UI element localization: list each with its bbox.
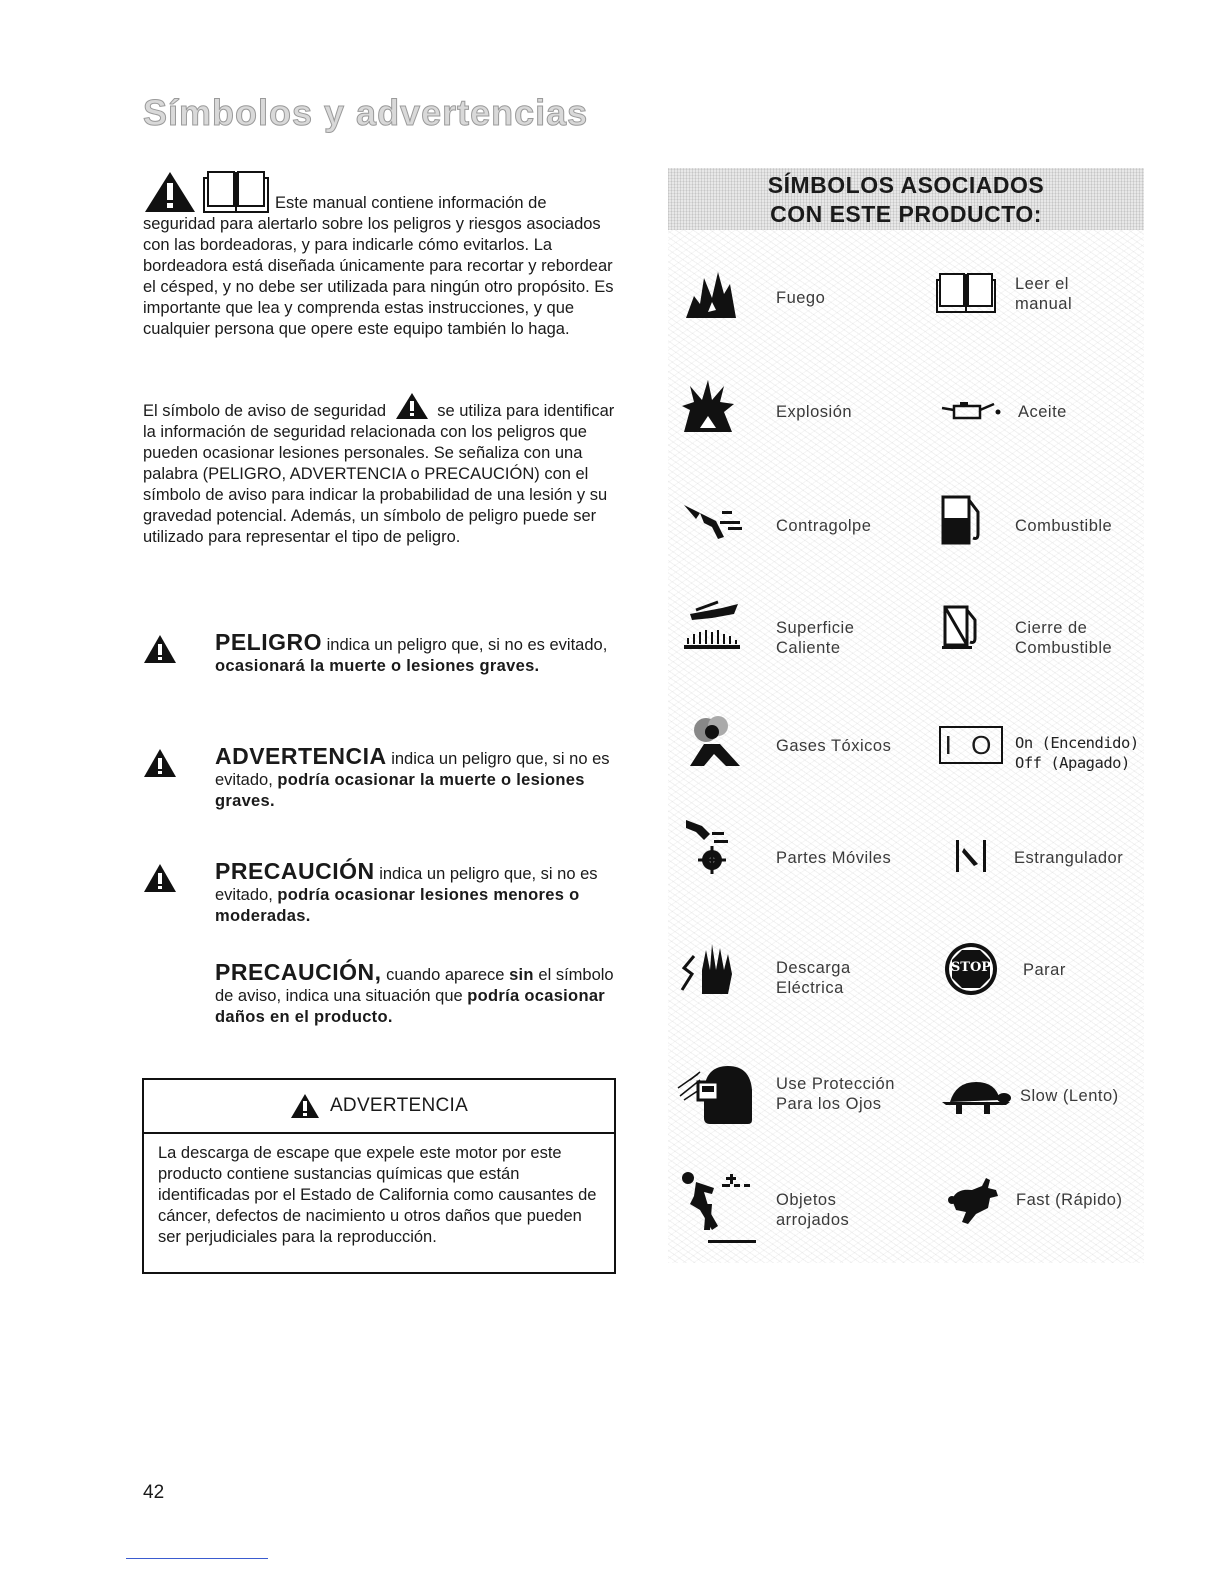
caution2-text1: cuando aparece — [386, 966, 505, 984]
caution-triangle-icon — [143, 863, 177, 893]
electric-shock-icon — [680, 940, 738, 996]
explosion-icon — [680, 380, 736, 434]
turtle-slow-icon — [940, 1078, 1012, 1116]
warning-bold: podría ocasionar la muerte o lesiones graves. — [215, 771, 585, 810]
oil-can-icon — [940, 400, 1002, 422]
choke-icon — [954, 838, 988, 874]
caution-word: PRECAUCIÓN — [215, 858, 375, 884]
symbol-label-thrown-objects: Objetos arrojados — [776, 1191, 850, 1229]
symbol-label-hot-surface: Superficie Caliente — [776, 619, 855, 657]
intro-text: Este manual contiene información de seguridad para alertarlo sobre los peligros y riesgos asociados con las bordeadoras, y para indicarle cómo evitarlos. La bordeadora está diseñada únicamente para recortar y rebordear el césped, y no debe ser utilizada para ningún otro propósito. Es importante que lea y comprenda estas instrucciones, y que cualquier persona que opere este equipo también lo haga. — [143, 194, 614, 338]
caution2-text2: el símbolo de aviso, indica una situación que — [215, 966, 614, 1005]
caution2-word: PRECAUCIÓN, — [215, 959, 382, 985]
manual-icon — [203, 170, 269, 214]
intro-icons — [143, 170, 269, 214]
read-manual-icon — [936, 272, 996, 314]
symbol-label-eye-protection: Use Protección Para los Ojos — [776, 1075, 895, 1113]
symbol-label-fast: Fast (Rápido) — [1016, 1191, 1123, 1209]
stop-icon — [944, 942, 998, 996]
danger-triangle-icon — [143, 634, 177, 664]
warning-box-text: La descarga de escape que expele este motor por este producto contiene sustancias químicas que están identificadas por el Estado de California como causantes de cáncer, defectos de nacimiento u otros daños que pueden ser perjudiciales para la reproducción. — [158, 1144, 597, 1246]
intro-section — [143, 170, 621, 340]
symbol-label-toxic-gas: Gases Tóxicos — [776, 737, 892, 755]
toxic-gas-icon — [682, 716, 744, 768]
thrown-objects-icon — [678, 1164, 758, 1246]
moving-parts-icon — [684, 818, 734, 874]
danger-bold: ocasionará la muerte o lesiones graves. — [215, 657, 540, 675]
symbol-label-slow: Slow (Lento) — [1020, 1087, 1119, 1105]
fuel-pump-icon — [940, 494, 988, 546]
hot-surface-icon — [682, 600, 742, 650]
danger-word: PELIGRO — [215, 629, 323, 655]
caution2-bold: podría ocasionar daños en el producto. — [215, 987, 606, 1026]
symbol-label-fuel-shutoff: Cierre de Combustible — [1015, 619, 1113, 657]
caution-no-symbol — [143, 959, 621, 1028]
fuel-shutoff-icon — [942, 604, 986, 650]
footer-rule — [126, 1558, 268, 1559]
symbol-label-explosion: Explosión — [776, 403, 853, 421]
symbol-label-kickback: Contragolpe — [776, 517, 872, 535]
stop-text: STOP — [950, 960, 992, 975]
symbols-title-line1: SÍMBOLOS ASOCIADOS — [767, 172, 1045, 198]
caution-bold: podría ocasionar lesiones menores o moderadas. — [215, 886, 580, 925]
danger-signal — [143, 629, 621, 677]
on-off-icon: I O — [939, 726, 1003, 764]
caution2-sin: sin — [509, 966, 534, 984]
symbol-label-read-manual: Leer el manual — [1015, 275, 1073, 313]
safety-alert-icon — [395, 392, 429, 420]
page-title: Símbolos y advertencias — [143, 92, 589, 133]
warning-box-header — [144, 1080, 614, 1134]
symbols-panel-header — [668, 168, 1144, 230]
safety-text-part1: El símbolo de aviso de seguridad — [143, 402, 387, 420]
symbols-title-line2: CON ESTE PRODUCTO: — [770, 201, 1042, 227]
symbol-label-oil: Aceite — [1018, 403, 1067, 421]
page-number: 42 — [143, 1482, 165, 1503]
warning-word: ADVERTENCIA — [215, 743, 387, 769]
warning-signal — [143, 743, 621, 812]
safety-paragraph — [143, 392, 621, 548]
symbol-label-stop: Parar — [1023, 961, 1066, 979]
warning-box-triangle-icon — [290, 1093, 320, 1119]
eye-protection-icon — [676, 1060, 754, 1126]
warning-box-title: ADVERTENCIA — [329, 1095, 469, 1116]
symbol-label-on-off: On (Encendido) Off (Apagado) — [1015, 734, 1139, 772]
caution-signal — [143, 858, 621, 927]
symbol-label-moving-parts: Partes Móviles — [776, 849, 892, 867]
warning-signal-triangle-icon — [143, 748, 177, 778]
symbols-panel — [668, 168, 1144, 1263]
symbol-label-fire: Fuego — [776, 289, 826, 307]
symbol-label-electric-shock: Descarga Eléctrica — [776, 959, 851, 997]
danger-text: indica un peligro que, si no es evitado, — [326, 636, 608, 654]
rabbit-fast-icon — [946, 1176, 1002, 1226]
kickback-icon — [682, 501, 744, 541]
intro-paragraph — [143, 170, 621, 340]
symbol-label-fuel: Combustible — [1015, 517, 1113, 535]
safety-text-part2: se utiliza para identificar la información de seguridad relacionada con los peligros que pueden ocasionar lesiones personales. Se señaliza con una palabra (PELIGRO, ADVERTENCIA o PRECAUCIÓN) con el símbolo de aviso para indicar la probabilidad de una lesión y su gravedad potencial. Además, un símbolo de peligro puede ser utilizado para representar el tipo de peligro. — [143, 402, 615, 546]
symbol-label-choke: Estrangulador — [1014, 849, 1124, 867]
caution-text: indica un peligro que, si no es evitado, — [215, 865, 598, 904]
warning-triangle-icon — [143, 170, 197, 214]
warning-text: indica un peligro que, si no es evitado, — [215, 750, 610, 789]
california-warning-box — [142, 1078, 616, 1274]
fire-icon — [682, 268, 740, 320]
safety-alert-section — [143, 392, 621, 548]
